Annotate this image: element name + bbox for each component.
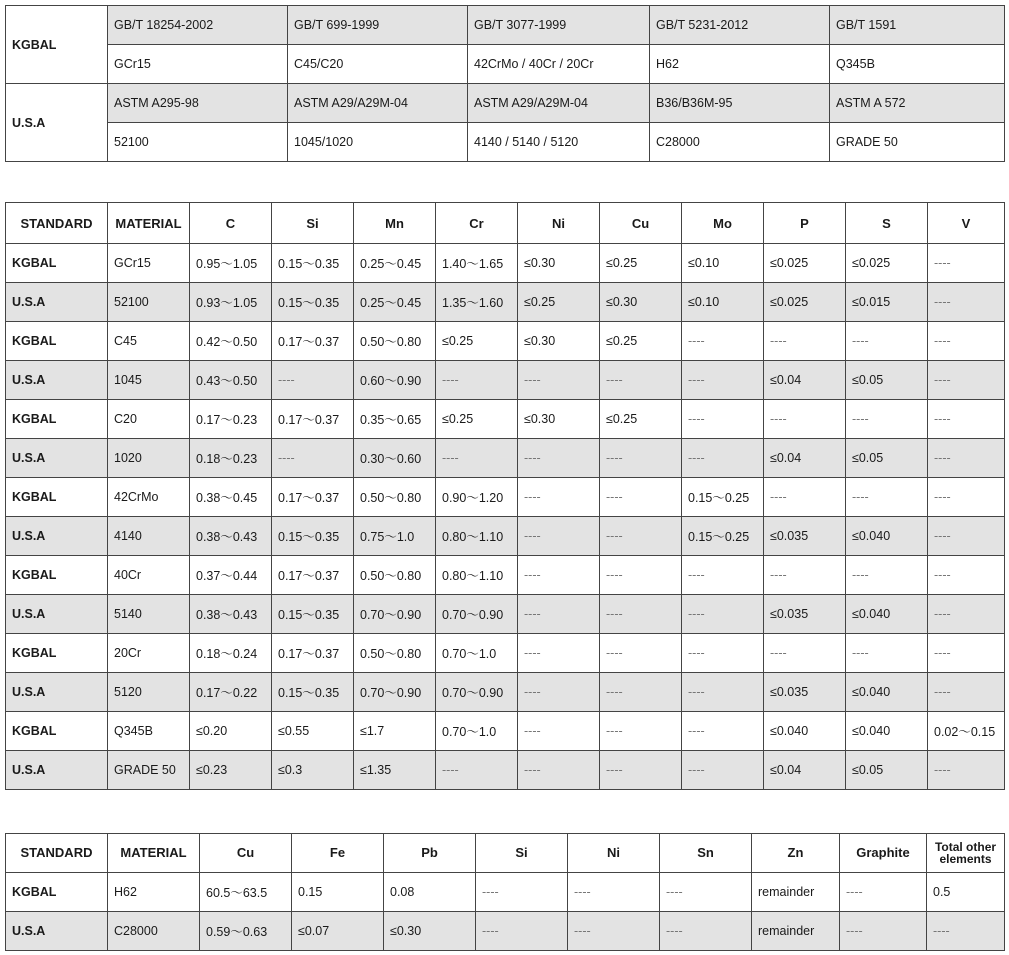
value-cell: ---- [927, 912, 1005, 951]
value-cell: 0.15～0.35 [272, 244, 354, 283]
value-cell: 0.50～0.80 [354, 322, 436, 361]
value-cell: ≤0.035 [764, 673, 846, 712]
value-cell: ---- [846, 400, 928, 439]
value-cell: remainder [752, 873, 840, 912]
value-cell: ---- [764, 634, 846, 673]
column-header: Mo [682, 203, 764, 244]
value-cell: ---- [600, 439, 682, 478]
value-cell: ---- [928, 517, 1005, 556]
code-cell: B36/B36M-95 [650, 84, 830, 123]
value-cell: ---- [928, 634, 1005, 673]
value-cell: ---- [682, 439, 764, 478]
value-cell: ≤0.30 [600, 283, 682, 322]
value-cell: ---- [846, 322, 928, 361]
material-cell: C20 [108, 400, 190, 439]
table-row [6, 595, 1005, 634]
value-cell: ≤0.10 [682, 283, 764, 322]
value-cell: 0.25～0.45 [354, 283, 436, 322]
value-cell: ---- [568, 873, 660, 912]
value-cell: 0.15～0.25 [682, 517, 764, 556]
value-cell: ≤0.04 [764, 751, 846, 790]
value-cell: 0.30～0.60 [354, 439, 436, 478]
standard-cell: U.S.A [6, 673, 108, 712]
value-cell: ≤0.30 [384, 912, 476, 951]
column-header: Cu [200, 834, 292, 873]
column-header: C [190, 203, 272, 244]
column-header: V [928, 203, 1005, 244]
value-cell: 0.17～0.37 [272, 634, 354, 673]
code-cell: GB/T 3077-1999 [468, 6, 650, 45]
code-cell: GB/T 5231-2012 [650, 6, 830, 45]
value-cell: ≤1.35 [354, 751, 436, 790]
value-cell: ---- [518, 517, 600, 556]
value-cell: 0.50～0.80 [354, 634, 436, 673]
value-cell: ≤0.040 [846, 673, 928, 712]
value-cell: ≤0.05 [846, 361, 928, 400]
table-row [6, 634, 1005, 673]
value-cell: 60.5～63.5 [200, 873, 292, 912]
standard-cell: KGBAL [6, 873, 108, 912]
value-cell: ≤0.25 [600, 322, 682, 361]
table-row [6, 283, 1005, 322]
copper-composition-table [5, 833, 1005, 951]
standard-cell: U.S.A [6, 912, 108, 951]
value-cell: ---- [518, 673, 600, 712]
value-cell: ---- [928, 283, 1005, 322]
value-cell: 0.38～0.43 [190, 595, 272, 634]
value-cell: ≤0.25 [436, 322, 518, 361]
value-cell: ---- [928, 751, 1005, 790]
material-cell: 4140 / 5140 / 5120 [468, 123, 650, 162]
value-cell: ---- [928, 322, 1005, 361]
value-cell: ---- [600, 634, 682, 673]
material-cell: 5140 [108, 595, 190, 634]
value-cell: 1.40～1.65 [436, 244, 518, 283]
material-cell: GCr15 [108, 244, 190, 283]
column-header: Zn [752, 834, 840, 873]
standard-cell: KGBAL [6, 400, 108, 439]
table-row [6, 439, 1005, 478]
material-cell: 20Cr [108, 634, 190, 673]
material-cell: 5120 [108, 673, 190, 712]
material-cell: H62 [650, 45, 830, 84]
value-cell: ---- [928, 595, 1005, 634]
value-cell: 0.18～0.23 [190, 439, 272, 478]
standard-cell: KGBAL [6, 634, 108, 673]
standard-cell: U.S.A [6, 439, 108, 478]
value-cell: ≤0.30 [518, 322, 600, 361]
material-cell: 1045/1020 [288, 123, 468, 162]
value-cell: ---- [600, 517, 682, 556]
code-cell: GB/T 1591 [830, 6, 1005, 45]
value-cell: ≤0.035 [764, 595, 846, 634]
header-row [6, 834, 1005, 873]
value-cell: ≤0.035 [764, 517, 846, 556]
material-cell: Q345B [830, 45, 1005, 84]
value-cell: ---- [272, 361, 354, 400]
value-cell: 0.35～0.65 [354, 400, 436, 439]
value-cell: ---- [682, 751, 764, 790]
value-cell: 0.02～0.15 [928, 712, 1005, 751]
value-cell: ≤0.30 [518, 244, 600, 283]
material-cell: 42CrMo [108, 478, 190, 517]
value-cell: 0.70～0.90 [354, 595, 436, 634]
value-cell: ---- [928, 478, 1005, 517]
value-cell: ≤1.7 [354, 712, 436, 751]
table-row [6, 712, 1005, 751]
code-cell: ASTM A 572 [830, 84, 1005, 123]
column-header: Pb [384, 834, 476, 873]
value-cell: ≤0.25 [600, 244, 682, 283]
value-cell: 0.38～0.43 [190, 517, 272, 556]
code-cell: GB/T 699-1999 [288, 6, 468, 45]
value-cell: ---- [928, 439, 1005, 478]
value-cell: ---- [682, 556, 764, 595]
value-cell: 0.75～1.0 [354, 517, 436, 556]
material-cell: 1045 [108, 361, 190, 400]
value-cell: ≤0.04 [764, 439, 846, 478]
standard-cell: U.S.A [6, 84, 108, 162]
value-cell: 0.15～0.25 [682, 478, 764, 517]
value-cell: remainder [752, 912, 840, 951]
value-cell: ---- [436, 439, 518, 478]
value-cell: 0.5 [927, 873, 1005, 912]
column-header: MATERIAL [108, 203, 190, 244]
value-cell: 0.15～0.35 [272, 517, 354, 556]
value-cell: 0.15～0.35 [272, 595, 354, 634]
standard-cell: U.S.A [6, 517, 108, 556]
material-cell: C28000 [108, 912, 200, 951]
value-cell: 0.70～0.90 [354, 673, 436, 712]
value-cell: ---- [600, 478, 682, 517]
value-cell: ≤0.040 [764, 712, 846, 751]
code-cell: ASTM A29/A29M-04 [288, 84, 468, 123]
value-cell: ≤0.55 [272, 712, 354, 751]
table-row [6, 517, 1005, 556]
value-cell: ---- [840, 873, 927, 912]
table-row [6, 912, 1005, 951]
value-cell: ---- [518, 634, 600, 673]
column-header: Total other elements [927, 834, 1005, 873]
column-header: Graphite [840, 834, 927, 873]
value-cell: 0.37～0.44 [190, 556, 272, 595]
header-row [6, 203, 1005, 244]
table-row [6, 751, 1005, 790]
value-cell: ---- [436, 751, 518, 790]
value-cell: 0.17～0.22 [190, 673, 272, 712]
value-cell: ≤0.25 [436, 400, 518, 439]
value-cell: ---- [660, 912, 752, 951]
value-cell: 0.08 [384, 873, 476, 912]
column-header: STANDARD [6, 203, 108, 244]
value-cell: ≤0.025 [764, 283, 846, 322]
value-cell: ---- [568, 912, 660, 951]
value-cell: ---- [764, 556, 846, 595]
material-cell: 4140 [108, 517, 190, 556]
value-cell: 0.70～1.0 [436, 634, 518, 673]
standards-row [6, 45, 1005, 84]
value-cell: ---- [518, 751, 600, 790]
value-cell: ≤0.30 [518, 400, 600, 439]
value-cell: ---- [476, 912, 568, 951]
value-cell: ---- [518, 712, 600, 751]
value-cell: 0.95～1.05 [190, 244, 272, 283]
value-cell: ≤0.3 [272, 751, 354, 790]
value-cell: ---- [928, 244, 1005, 283]
standard-cell: U.S.A [6, 361, 108, 400]
value-cell: ≤0.23 [190, 751, 272, 790]
value-cell: ---- [846, 634, 928, 673]
value-cell: 0.50～0.80 [354, 556, 436, 595]
value-cell: ---- [600, 712, 682, 751]
value-cell: 0.17～0.37 [272, 400, 354, 439]
column-header: STANDARD [6, 834, 108, 873]
material-cell: 40Cr [108, 556, 190, 595]
value-cell: ≤0.025 [846, 244, 928, 283]
standard-cell: U.S.A [6, 751, 108, 790]
column-header: MATERIAL [108, 834, 200, 873]
standard-cell: KGBAL [6, 712, 108, 751]
value-cell: ---- [682, 712, 764, 751]
column-header: S [846, 203, 928, 244]
table-row [6, 873, 1005, 912]
standard-cell: U.S.A [6, 283, 108, 322]
material-cell: GRADE 50 [108, 751, 190, 790]
value-cell: 0.70～1.0 [436, 712, 518, 751]
value-cell: 0.17～0.23 [190, 400, 272, 439]
value-cell: 0.17～0.37 [272, 322, 354, 361]
value-cell: ---- [272, 439, 354, 478]
value-cell: ---- [476, 873, 568, 912]
value-cell: 0.43～0.50 [190, 361, 272, 400]
value-cell: 0.70～0.90 [436, 595, 518, 634]
value-cell: ---- [600, 556, 682, 595]
value-cell: 0.17～0.37 [272, 556, 354, 595]
value-cell: ---- [436, 361, 518, 400]
value-cell: ---- [682, 634, 764, 673]
column-header: Cr [436, 203, 518, 244]
code-cell: ASTM A29/A29M-04 [468, 84, 650, 123]
value-cell: 1.35～1.60 [436, 283, 518, 322]
material-cell: C28000 [650, 123, 830, 162]
material-cell: C45 [108, 322, 190, 361]
value-cell: 0.42～0.50 [190, 322, 272, 361]
value-cell: ≤0.040 [846, 517, 928, 556]
value-cell: ---- [682, 400, 764, 439]
value-cell: ---- [764, 478, 846, 517]
value-cell: ---- [600, 595, 682, 634]
table-row [6, 673, 1005, 712]
value-cell: 0.93～1.05 [190, 283, 272, 322]
value-cell: ≤0.05 [846, 751, 928, 790]
standard-cell: KGBAL [6, 322, 108, 361]
value-cell: ---- [518, 556, 600, 595]
standards-row [6, 6, 1005, 45]
standard-cell: KGBAL [6, 556, 108, 595]
value-cell: 0.38～0.45 [190, 478, 272, 517]
value-cell: 0.17～0.37 [272, 478, 354, 517]
material-cell: C45/C20 [288, 45, 468, 84]
value-cell: ---- [600, 361, 682, 400]
value-cell: 0.70～0.90 [436, 673, 518, 712]
value-cell: ≤0.04 [764, 361, 846, 400]
value-cell: ≤0.015 [846, 283, 928, 322]
value-cell: ≤0.05 [846, 439, 928, 478]
value-cell: 0.80～1.10 [436, 517, 518, 556]
value-cell: ---- [928, 673, 1005, 712]
column-header: Sn [660, 834, 752, 873]
value-cell: ---- [518, 361, 600, 400]
column-header: Si [272, 203, 354, 244]
value-cell: ≤0.25 [600, 400, 682, 439]
value-cell: ---- [764, 400, 846, 439]
code-cell: GB/T 18254-2002 [108, 6, 288, 45]
value-cell: ---- [840, 912, 927, 951]
material-cell: H62 [108, 873, 200, 912]
value-cell: ≤0.07 [292, 912, 384, 951]
value-cell: ---- [682, 595, 764, 634]
value-cell: ---- [660, 873, 752, 912]
value-cell: 0.50～0.80 [354, 478, 436, 517]
value-cell: ≤0.20 [190, 712, 272, 751]
value-cell: ---- [846, 556, 928, 595]
value-cell: ---- [764, 322, 846, 361]
value-cell: ---- [928, 400, 1005, 439]
value-cell: ---- [600, 673, 682, 712]
value-cell: ---- [518, 439, 600, 478]
value-cell: 0.59～0.63 [200, 912, 292, 951]
column-header: P [764, 203, 846, 244]
value-cell: ---- [928, 556, 1005, 595]
table-row [6, 478, 1005, 517]
value-cell: ---- [682, 322, 764, 361]
column-header: Si [476, 834, 568, 873]
table-row [6, 361, 1005, 400]
value-cell: ≤0.25 [518, 283, 600, 322]
column-header: Ni [518, 203, 600, 244]
value-cell: 0.18～0.24 [190, 634, 272, 673]
material-cell: 42CrMo / 40Cr / 20Cr [468, 45, 650, 84]
material-cell: 52100 [108, 123, 288, 162]
value-cell: ---- [846, 478, 928, 517]
standard-cell: KGBAL [6, 478, 108, 517]
material-cell: GCr15 [108, 45, 288, 84]
value-cell: ---- [518, 595, 600, 634]
value-cell: ---- [600, 751, 682, 790]
value-cell: 0.25～0.45 [354, 244, 436, 283]
standard-cell: U.S.A [6, 595, 108, 634]
column-header: Cu [600, 203, 682, 244]
value-cell: ---- [518, 478, 600, 517]
column-header: Mn [354, 203, 436, 244]
table-row [6, 400, 1005, 439]
material-cell: Q345B [108, 712, 190, 751]
value-cell: ≤0.040 [846, 712, 928, 751]
steel-composition-table [5, 202, 1005, 790]
value-cell: 0.15～0.35 [272, 673, 354, 712]
standards-row [6, 84, 1005, 123]
table-row [6, 244, 1005, 283]
standards-row [6, 123, 1005, 162]
material-cell: 52100 [108, 283, 190, 322]
value-cell: ---- [928, 361, 1005, 400]
value-cell: 0.15 [292, 873, 384, 912]
column-header: Fe [292, 834, 384, 873]
standards-table [5, 5, 1005, 162]
value-cell: 0.60～0.90 [354, 361, 436, 400]
material-cell: GRADE 50 [830, 123, 1005, 162]
code-cell: ASTM A295-98 [108, 84, 288, 123]
value-cell: 0.80～1.10 [436, 556, 518, 595]
table-row [6, 556, 1005, 595]
value-cell: 0.15～0.35 [272, 283, 354, 322]
value-cell: ≤0.10 [682, 244, 764, 283]
value-cell: ---- [682, 673, 764, 712]
standard-cell: KGBAL [6, 244, 108, 283]
value-cell: ≤0.025 [764, 244, 846, 283]
standard-cell: KGBAL [6, 6, 108, 84]
value-cell: ≤0.040 [846, 595, 928, 634]
value-cell: 0.90～1.20 [436, 478, 518, 517]
table-row [6, 322, 1005, 361]
column-header: Ni [568, 834, 660, 873]
value-cell: ---- [682, 361, 764, 400]
material-cell: 1020 [108, 439, 190, 478]
